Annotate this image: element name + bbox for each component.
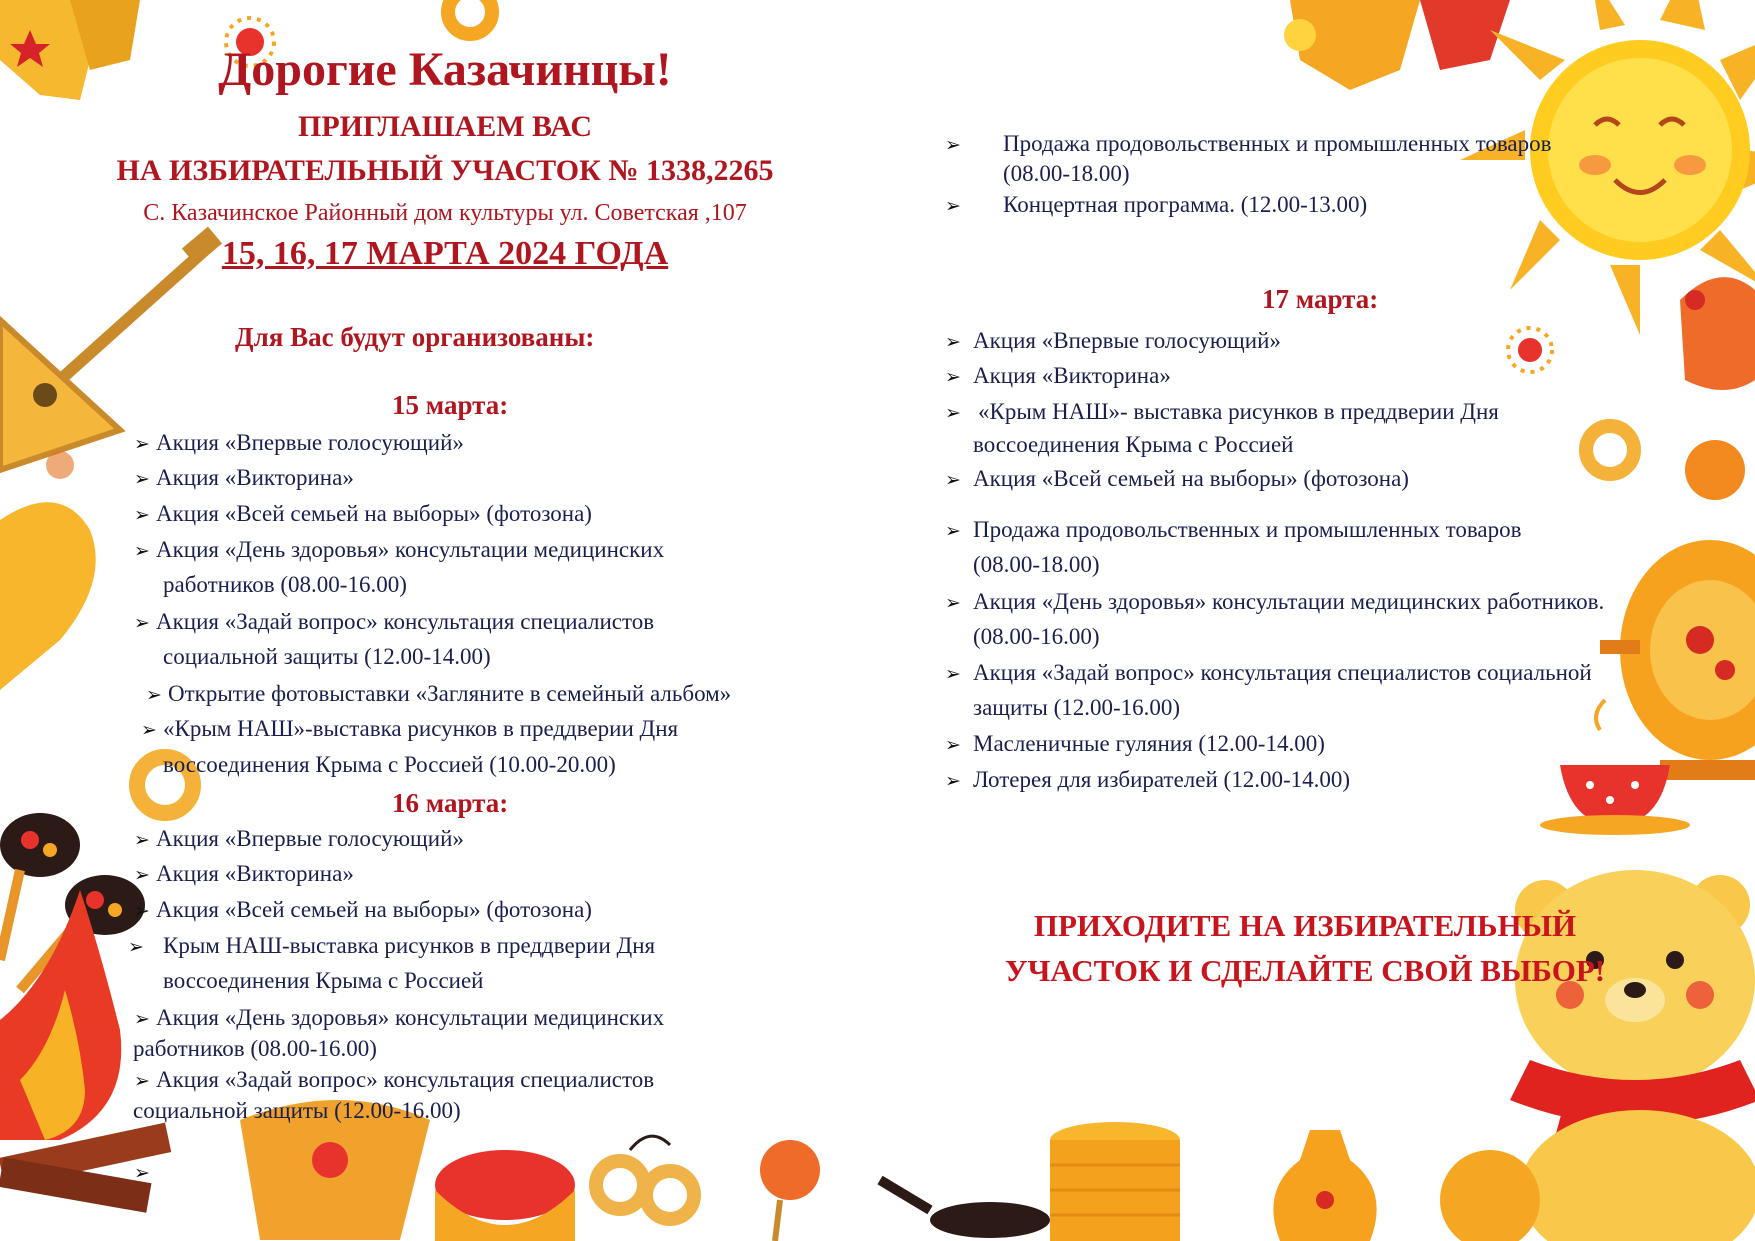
list-item-continuation: (08.00-18.00) — [1003, 161, 1130, 186]
arrow-bullet-icon: ➢ — [945, 403, 961, 424]
list-item: ➢ «Крым НАШ»-выставка рисунков в преддверии Дня — [141, 712, 678, 748]
bun-icon — [1440, 1150, 1540, 1241]
list-item: ➢ Акция «День здоровья» консультации медицинских — [134, 1001, 664, 1037]
arrow-bullet-icon: ➢ — [134, 469, 150, 490]
list-item: ➢ Акция «Викторина» — [945, 359, 1171, 395]
list-item-continuation: работников (08.00-16.00) — [163, 572, 407, 597]
list-item: ➢ Концертная программа. (12.00-13.00) — [945, 188, 1367, 224]
list-item: ➢ Акция «День здоровья» консультации медицинских работников. — [945, 585, 1604, 621]
day16-heading: 16 марта: — [392, 788, 509, 818]
list-item: ➢ Акция «Задай вопрос» консультация специалистов — [134, 605, 654, 641]
arrow-bullet-icon: ➢ — [945, 196, 961, 217]
arrow-bullet-icon: ➢ — [134, 434, 150, 455]
list-item-continuation: воссоединения Крыма с Россией (10.00-20.00) — [163, 752, 616, 777]
arrow-bullet-icon: ➢ — [945, 470, 961, 491]
arrow-bullet-icon: ➢ — [141, 720, 157, 741]
list-item-empty — [134, 1155, 156, 1191]
list-item-continuation: социальной защиты (12.00-14.00) — [163, 644, 491, 669]
arrow-bullet-icon: ➢ — [945, 521, 961, 542]
list-item: ➢ Акция «Всей семьей на выборы» (фотозона) — [134, 893, 592, 929]
mitten-icon — [0, 451, 96, 690]
list-item: ➢ Акция «Задай вопрос» консультация специалистов социальной — [945, 656, 1592, 692]
arrow-bullet-icon: ➢ — [134, 541, 150, 562]
list-item: ➢ Лотерея для избирателей (12.00-14.00) — [945, 763, 1350, 799]
frying-pan-icon — [880, 1180, 1050, 1238]
list-item-continuation: защиты (12.00-16.00) — [973, 695, 1181, 720]
arrow-bullet-icon: ➢ — [945, 367, 961, 388]
list-item: ➢ Крым НАШ-выставка рисунков в преддверии Дня — [128, 929, 655, 965]
arrow-bullet-icon: ➢ — [945, 135, 961, 156]
closing-line-2: УЧАСТОК И СДЕЛАЙТЕ СВОЙ ВЫБОР! — [1004, 953, 1606, 988]
arrow-bullet-icon: ➢ — [134, 505, 150, 526]
bagel-icon — [448, 0, 492, 34]
arrow-bullet-icon: ➢ — [945, 664, 961, 685]
list-item: ➢ Акция «Впервые голосующий» — [134, 822, 464, 858]
arrow-bullet-icon: ➢ — [945, 735, 961, 756]
list-item: ➢ Акция «Всей семьей на выборы» (фотозона) — [945, 462, 1409, 498]
address-line: С. Казачинское Районный дом культуры ул. Советская ,107 — [143, 200, 747, 226]
list-item: ➢ Акция «Впервые голосующий» — [945, 324, 1281, 360]
arrow-bullet-icon: ➢ — [128, 937, 144, 958]
invite-line-2: НА ИЗБИРАТЕЛЬНЫЙ УЧАСТОК № 1338,2265 — [116, 154, 774, 187]
list-item: ➢ Акция «Всей семьей на выборы» (фотозона) — [134, 497, 592, 533]
list-item: ➢ Продажа продовольственных и промышленных товаров — [945, 127, 1551, 163]
arrow-bullet-icon: ➢ — [134, 830, 150, 851]
list-item-continuation: социальной защиты (12.00-16.00) — [133, 1098, 461, 1123]
subtitle: Для Вас будут организованы: — [235, 322, 595, 352]
bagels-string-icon — [596, 1136, 694, 1219]
day15-heading: 15 марта: — [392, 390, 509, 420]
list-item-continuation: (08.00-18.00) — [973, 552, 1100, 577]
dates-line: 15, 16, 17 МАРТА 2024 ГОДА — [221, 235, 669, 272]
jester-hat-icon — [1284, 0, 1510, 90]
list-item-continuation: работников (08.00-16.00) — [133, 1036, 377, 1061]
arrow-bullet-icon: ➢ — [134, 613, 150, 634]
arrow-bullet-icon: ➢ — [945, 771, 961, 792]
list-item: ➢ Акция «День здоровья» консультации медицинских — [134, 533, 664, 569]
closing-line-1: ПРИХОДИТЕ НА ИЗБИРАТЕЛЬНЫЙ — [1033, 908, 1577, 943]
greeting-title: Дорогие Казачинцы! — [218, 43, 672, 96]
list-item: ➢ Акция «Впервые голосующий» — [134, 426, 464, 462]
arrow-bullet-icon: ➢ — [134, 1071, 150, 1092]
list-item: ➢ Акция «Викторина» — [134, 461, 354, 497]
list-item-continuation: воссоединения Крыма с Россией — [163, 968, 484, 993]
list-item: ➢ Продажа продовольственных и промышленных товаров — [945, 513, 1521, 549]
samovar-icon — [1600, 440, 1755, 780]
bagel-icon — [1586, 426, 1634, 474]
day17-heading: 17 марта: — [1262, 284, 1379, 314]
list-item: ➢ Масленичные гуляния (12.00-14.00) — [945, 727, 1325, 763]
caviar-bowl-icon — [435, 1150, 575, 1241]
arrow-bullet-icon: ➢ — [134, 865, 150, 886]
list-item: ➢ Акция «Викторина» — [134, 857, 354, 893]
list-item: ➢ Акция «Задай вопрос» консультация специалистов — [134, 1063, 654, 1099]
rooster-lollipop-icon — [1680, 277, 1755, 390]
arrow-bullet-icon: ➢ — [134, 1163, 150, 1184]
arrow-bullet-icon: ➢ — [134, 1009, 150, 1030]
jug-icon — [1273, 1130, 1376, 1241]
list-item: ➢ Открытие фотовыставки «Загляните в семейный альбом» — [146, 677, 731, 713]
list-item-continuation: (08.00-16.00) — [973, 624, 1100, 649]
pancakes-icon — [1050, 1122, 1180, 1241]
lollipop-icon — [760, 1140, 820, 1241]
arrow-bullet-icon: ➢ — [945, 593, 961, 614]
arrow-bullet-icon: ➢ — [945, 332, 961, 353]
arrow-bullet-icon: ➢ — [146, 685, 162, 706]
list-item-continuation: воссоединения Крыма с Россией — [973, 432, 1294, 457]
arrow-bullet-icon: ➢ — [134, 901, 150, 922]
list-item: ➢ «Крым НАШ»- выставка рисунков в преддверии Дня — [945, 395, 1499, 431]
invite-line-1: ПРИГЛАШАЕМ ВАС — [298, 110, 592, 143]
small-sun-icon — [1508, 328, 1552, 372]
